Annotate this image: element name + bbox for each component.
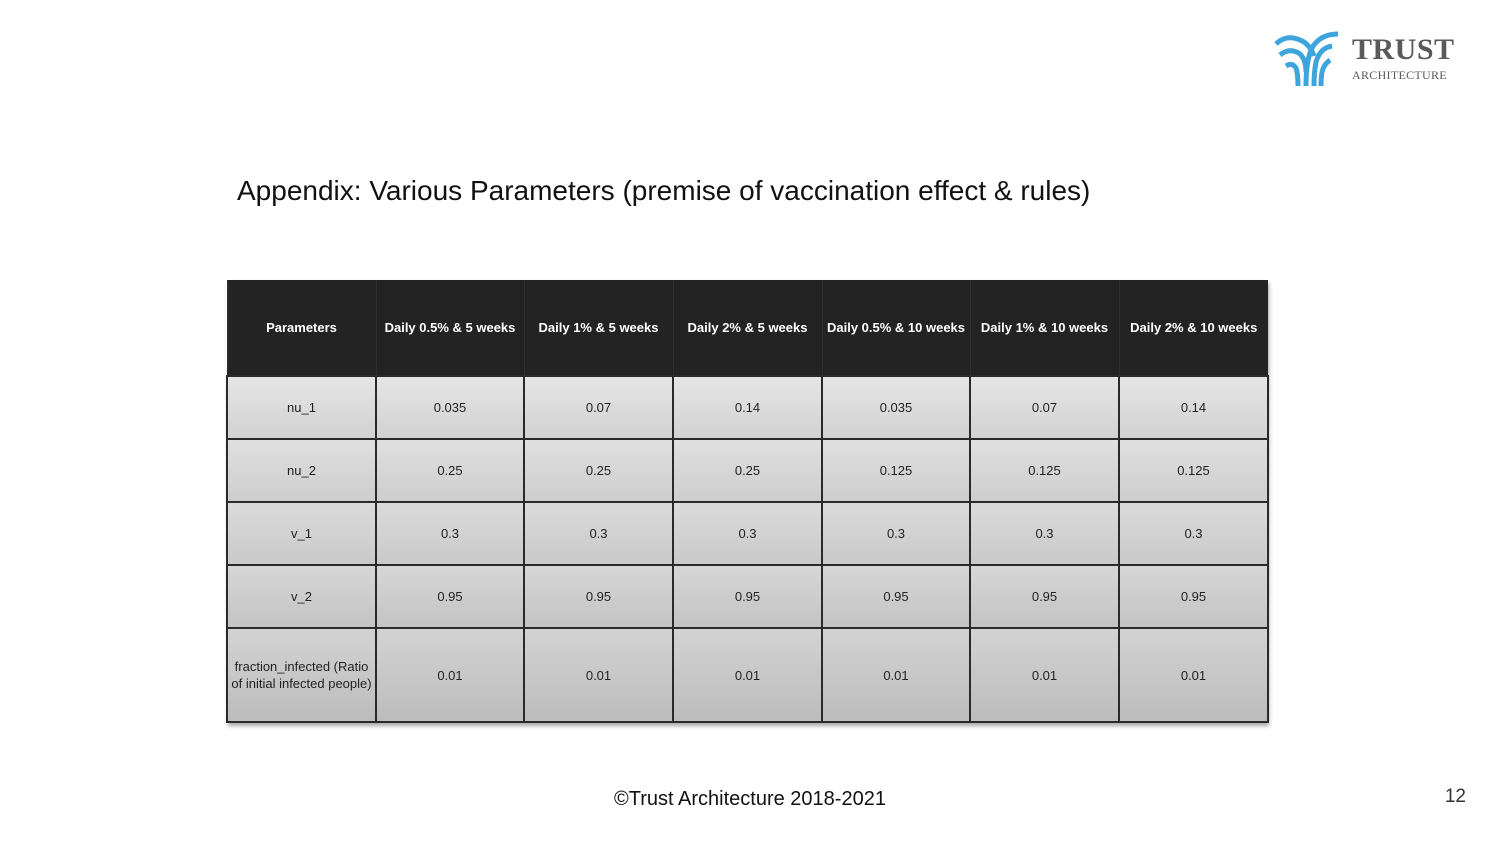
table-cell: 0.14 [673, 376, 822, 439]
parameters-table-container [226, 280, 1267, 723]
page-number: 12 [1444, 786, 1466, 807]
table-cell: 0.01 [524, 628, 673, 722]
row-label: fraction_infected (Ratio of initial infected people) [227, 628, 376, 722]
header-daily-2-10-weeks: Daily 2% & 10 weeks [1119, 280, 1268, 376]
table-cell: 0.07 [524, 376, 673, 439]
table-cell: 0.125 [1119, 439, 1268, 502]
parameters-table [226, 280, 1269, 723]
table-cell: 0.95 [822, 565, 970, 628]
table-cell: 0.3 [822, 502, 970, 565]
table-row-fraction-infected [227, 628, 1268, 722]
logo-wordmark: TRUST [1352, 33, 1455, 66]
table-cell: 0.125 [822, 439, 970, 502]
table-row-nu-1 [227, 376, 1268, 439]
trust-architecture-logo [1272, 28, 1467, 90]
row-label: nu_1 [227, 376, 376, 439]
table-cell: 0.3 [376, 502, 524, 565]
header-daily-1-5-weeks: Daily 1% & 5 weeks [524, 280, 673, 376]
table-cell: 0.95 [1119, 565, 1268, 628]
table-cell: 0.035 [822, 376, 970, 439]
header-daily-1-10-weeks: Daily 1% & 10 weeks [970, 280, 1119, 376]
table-cell: 0.25 [673, 439, 822, 502]
row-label: v_2 [227, 565, 376, 628]
table-cell: 0.07 [970, 376, 1119, 439]
table-cell: 0.3 [970, 502, 1119, 565]
header-daily-2-5-weeks: Daily 2% & 5 weeks [673, 280, 822, 376]
header-parameters: Parameters [227, 280, 376, 376]
table-cell: 0.95 [673, 565, 822, 628]
table-cell: 0.95 [970, 565, 1119, 628]
row-label: v_1 [227, 502, 376, 565]
table-row-v-2 [227, 565, 1268, 628]
row-label: nu_2 [227, 439, 376, 502]
table-cell: 0.3 [673, 502, 822, 565]
table-cell: 0.01 [1119, 628, 1268, 722]
slide-title: Appendix: Various Parameters (premise of vaccination effect & rules) [237, 175, 1091, 206]
table-header-row [227, 280, 1268, 376]
table-cell: 0.95 [376, 565, 524, 628]
header-daily-0-5-5-weeks: Daily 0.5% & 5 weeks [376, 280, 524, 376]
table-cell: 0.01 [822, 628, 970, 722]
copyright-footer: ©Trust Architecture 2018-2021 [614, 788, 886, 810]
table-cell: 0.3 [1119, 502, 1268, 565]
arches-logo-icon [1272, 28, 1342, 90]
table-row-nu-2 [227, 439, 1268, 502]
table-cell: 0.25 [376, 439, 524, 502]
table-cell: 0.01 [376, 628, 524, 722]
table-cell: 0.95 [524, 565, 673, 628]
table-cell: 0.14 [1119, 376, 1268, 439]
table-cell: 0.01 [673, 628, 822, 722]
table-row-v-1 [227, 502, 1268, 565]
table-cell: 0.125 [970, 439, 1119, 502]
logo-subtitle: ARCHITECTURE [1352, 68, 1447, 82]
table-cell: 0.035 [376, 376, 524, 439]
table-cell: 0.3 [524, 502, 673, 565]
header-daily-0-5-10-weeks: Daily 0.5% & 10 weeks [822, 280, 970, 376]
table-cell: 0.01 [970, 628, 1119, 722]
table-cell: 0.25 [524, 439, 673, 502]
